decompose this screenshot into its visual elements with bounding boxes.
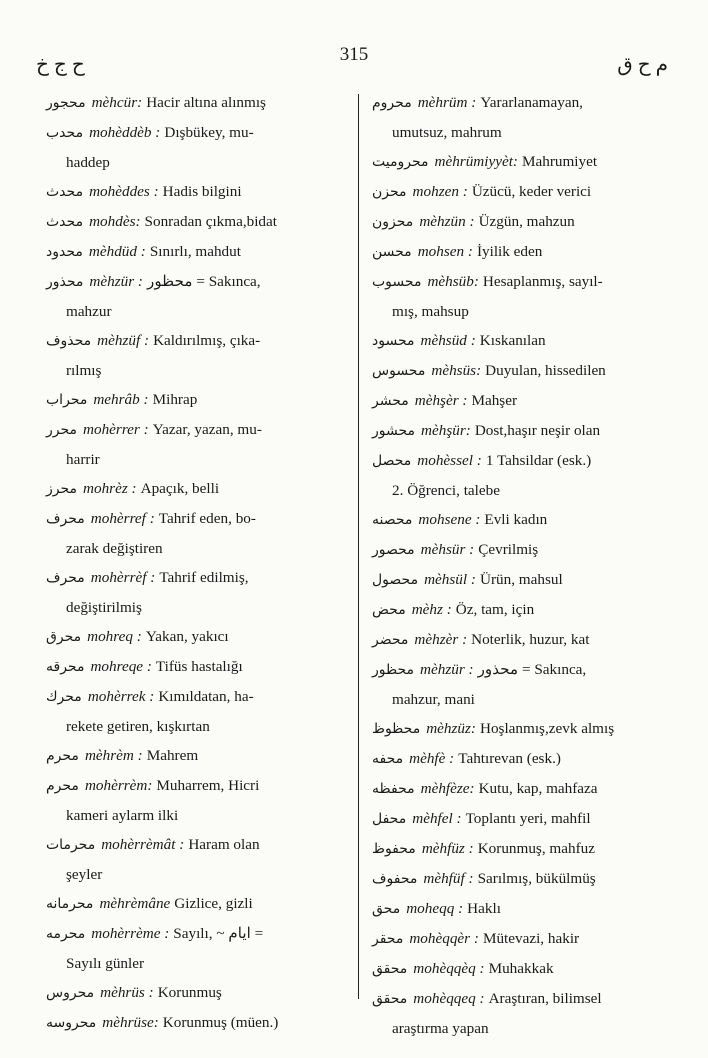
arabic-headword: محرر — [46, 422, 78, 438]
transliteration: mohèddèb : — [89, 124, 161, 141]
dictionary-entry — [46, 563, 348, 622]
definition: Muhakkak — [488, 960, 554, 977]
arabic-headword: محفوظ — [372, 841, 416, 857]
arabic-headword: محقق — [372, 961, 408, 977]
dictionary-entry — [46, 741, 348, 771]
transliteration: mèhrèmâne — [99, 895, 171, 912]
arabic-headword: محجور — [46, 95, 86, 111]
dictionary-entry — [372, 416, 672, 446]
arabic-headword: محصنه — [372, 512, 413, 528]
transliteration: mohrèz : — [83, 480, 137, 497]
definition: Mahrumiyet — [522, 153, 598, 170]
arabic-headword: محفوف — [372, 871, 418, 887]
transliteration: mèhşür: — [421, 422, 471, 439]
dictionary-entry — [372, 446, 672, 505]
dictionary-entry — [372, 984, 672, 1043]
transliteration: mehrâb : — [93, 391, 149, 408]
definition: Öz, tam, için — [455, 601, 535, 618]
transliteration: mohèqqèr : — [409, 930, 479, 947]
transliteration: mèhzüf : — [97, 332, 150, 349]
definition: Sonradan çıkma,bidat — [144, 213, 277, 230]
definition: Mahrem — [146, 747, 199, 764]
dictionary-entry — [372, 894, 672, 924]
transliteration: mèhşèr : — [414, 392, 468, 409]
definition-continuation: harrir — [66, 451, 100, 468]
transliteration: moheqq : — [406, 900, 464, 917]
arabic-headword: محرمات — [46, 837, 96, 853]
transliteration: mohèrrèmât : — [101, 836, 185, 853]
transliteration: mèhsüs: — [431, 362, 482, 379]
definition-continuation: mahzur, mani — [392, 691, 475, 708]
arabic-headword: محصور — [372, 542, 415, 558]
transliteration: mohreq : — [87, 628, 142, 645]
definition: Kıskanılan — [479, 332, 546, 349]
dictionary-entry — [46, 237, 348, 267]
transliteration: mèhfel : — [412, 810, 462, 827]
column-divider — [358, 94, 359, 999]
arabic-headword: محرمانه — [46, 896, 94, 912]
dictionary-entry — [46, 830, 348, 889]
right-column — [372, 88, 672, 1043]
transliteration: mohzen : — [412, 183, 468, 200]
definition: İyilik eden — [476, 243, 543, 260]
transliteration: mèhsül : — [424, 571, 476, 588]
dictionary-entry — [46, 622, 348, 652]
definition: Dışbükey, mu- — [164, 124, 254, 141]
transliteration: mèhz : — [411, 601, 452, 618]
dictionary-entry — [372, 356, 672, 386]
transliteration: mèhsüb: — [427, 273, 479, 290]
definition: Hoşlanmış,zevk almış — [479, 720, 615, 737]
dictionary-entry — [46, 385, 348, 415]
arabic-headword: محرف — [46, 570, 85, 586]
arabic-headword: محسن — [372, 244, 412, 260]
arabic-headword: محرمه — [46, 926, 86, 942]
arabic-headword: محرز — [46, 481, 78, 497]
dictionary-entry — [46, 415, 348, 474]
arabic-headword: محرم — [46, 778, 79, 794]
dictionary-entry — [372, 774, 672, 804]
definition: Çevrilmiş — [478, 541, 539, 558]
definition-continuation: mahzur — [66, 303, 112, 320]
dictionary-entry — [46, 771, 348, 830]
definition: Sınırlı, mahdut — [149, 243, 241, 260]
definition-continuation: zarak değiştiren — [66, 540, 163, 557]
definition-continuation: haddep — [66, 154, 110, 171]
dictionary-entry — [372, 565, 672, 595]
transliteration: mohèrrek : — [87, 688, 155, 705]
dictionary-entry — [372, 147, 672, 177]
definition: Üzgün, mahzun — [478, 213, 575, 230]
arabic-headword: محسوس — [372, 363, 426, 379]
definition: Yakan, yakıcı — [145, 628, 229, 645]
definition: Hadis bilgini — [162, 183, 242, 200]
definition: Gizlice, gizli — [174, 895, 253, 912]
definition: Haklı — [467, 900, 501, 917]
transliteration: mèhzèr : — [414, 631, 468, 648]
transliteration: mohreqe : — [90, 658, 152, 675]
transliteration: mèhzün : — [419, 213, 475, 230]
transliteration: mèhrüse: — [102, 1014, 159, 1031]
definition: Korunmuş, mahfuz — [477, 840, 595, 857]
definition: Araştıran, bilimsel — [488, 990, 602, 1007]
definition-continuation: kameri aylarm ilki — [66, 807, 179, 824]
arabic-headword: محظور — [372, 662, 415, 678]
definition: Sayılı, ~ ايام = — [173, 925, 264, 942]
dictionary-entry — [46, 88, 348, 118]
definition-continuation: rılmış — [66, 362, 102, 379]
dictionary-entry — [372, 595, 672, 625]
definition: Duyulan, hissedilen — [485, 362, 606, 379]
definition: Mihrap — [152, 391, 198, 408]
arabic-headword: محدث — [46, 214, 84, 230]
arabic-headword: محفه — [372, 751, 404, 767]
arabic-headword: محرم — [46, 748, 79, 764]
dictionary-entry — [372, 744, 672, 774]
definition: Haram olan — [188, 836, 260, 853]
definition: Mahşer — [471, 392, 518, 409]
transliteration: mèhrümiyyèt: — [434, 153, 518, 170]
header-left-letters: ح ج خ — [36, 54, 85, 76]
arabic-headword: محشر — [372, 393, 409, 409]
arabic-headword: محدب — [46, 125, 84, 141]
header-right-letters: م ح ق — [617, 54, 668, 76]
transliteration: mohèqqèq : — [413, 960, 485, 977]
arabic-headword: محروم — [372, 95, 412, 111]
arabic-headword: محسوب — [372, 274, 422, 290]
transliteration: mohèqqeq : — [413, 990, 485, 1007]
arabic-headword: محزن — [372, 184, 407, 200]
definition: Kaldırılmış, çıka- — [153, 332, 261, 349]
arabic-headword: محروسه — [46, 1015, 97, 1031]
dictionary-entry — [372, 386, 672, 416]
transliteration: mèhdüd : — [88, 243, 146, 260]
dictionary-entry — [46, 1008, 348, 1038]
definition: Mütevazi, hakir — [482, 930, 580, 947]
dictionary-entry — [372, 924, 672, 954]
definition: Kutu, kap, mahfaza — [478, 780, 598, 797]
arabic-headword: محرك — [46, 689, 82, 705]
dictionary-entry — [46, 177, 348, 207]
transliteration: mohèrrèf : — [90, 569, 156, 586]
arabic-headword: محرقه — [46, 659, 85, 675]
arabic-headword: محذوف — [46, 333, 92, 349]
transliteration: mèhfè : — [409, 750, 455, 767]
definition: Toplantı yeri, mahfil — [465, 810, 591, 827]
definition: Kımıldatan, ha- — [158, 688, 254, 705]
dictionary-entry — [372, 505, 672, 535]
transliteration: mèhrüs : — [100, 984, 154, 1001]
dictionary-entry — [46, 118, 348, 177]
transliteration: mohèrrème : — [91, 925, 170, 942]
definition: Yararlanamayan, — [480, 94, 583, 111]
dictionary-entry — [372, 237, 672, 267]
arabic-headword: محرق — [46, 629, 82, 645]
transliteration: mèhzüz: — [426, 720, 476, 737]
dictionary-entry — [46, 919, 348, 978]
definition: Apaçık, belli — [140, 480, 220, 497]
arabic-headword: محذور — [46, 274, 84, 290]
left-column — [46, 88, 348, 1038]
transliteration: mohèrrer : — [83, 421, 149, 438]
definition: Tahtırevan (esk.) — [458, 750, 561, 767]
definition: Tifüs hastalığı — [155, 658, 243, 675]
transliteration: mèhzür : — [420, 661, 474, 678]
definition: Evli kadın — [484, 511, 548, 528]
arabic-headword: محراب — [46, 392, 88, 408]
arabic-headword: محفظه — [372, 781, 415, 797]
arabic-headword: محفل — [372, 811, 407, 827]
arabic-headword: محروميت — [372, 154, 429, 170]
dictionary-entry — [372, 625, 672, 655]
transliteration: mohsen : — [417, 243, 473, 260]
dictionary-entry — [372, 535, 672, 565]
arabic-headword: محظوظ — [372, 721, 421, 737]
definition: Tahrif edilmiş, — [159, 569, 249, 586]
definition-continuation: Sayılı günler — [66, 955, 145, 972]
definition: Yazar, yazan, mu- — [152, 421, 262, 438]
definition: Ürün, mahsul — [479, 571, 563, 588]
definition: Korunmuş — [157, 984, 222, 1001]
transliteration: mèhrüm : — [417, 94, 477, 111]
definition: Dost,haşır neşir olan — [474, 422, 601, 439]
dictionary-entry — [46, 267, 348, 326]
definition-continuation: şeyler — [66, 866, 103, 883]
arabic-headword: محدث — [46, 184, 84, 200]
arabic-headword: محزون — [372, 214, 414, 230]
dictionary-entry — [46, 474, 348, 504]
transliteration: mohsene : — [418, 511, 481, 528]
arabic-headword: محسود — [372, 333, 415, 349]
dictionary-entry — [372, 804, 672, 834]
definition: Üzücü, keder verici — [471, 183, 592, 200]
page-header — [0, 44, 708, 74]
transliteration: mohdès: — [89, 213, 141, 230]
arabic-headword: محضر — [372, 632, 409, 648]
definition: 1 Tahsildar (esk.) — [485, 452, 592, 469]
arabic-headword: محدود — [46, 244, 83, 260]
transliteration: mèhfèze: — [420, 780, 475, 797]
definition: Hesaplanmış, sayıl- — [482, 273, 603, 290]
dictionary-entry — [46, 652, 348, 682]
dictionary-entry — [46, 207, 348, 237]
definition: Noterlik, huzur, kat — [471, 631, 590, 648]
transliteration: mèhfüf : — [423, 870, 474, 887]
transliteration: mohèrref : — [90, 510, 155, 527]
arabic-headword: محقر — [372, 931, 404, 947]
definition-continuation: 2. Öğrenci, talebe — [392, 482, 500, 499]
dictionary-entry — [372, 834, 672, 864]
definition-continuation: mış, mahsup — [392, 303, 469, 320]
transliteration: mohèddes : — [89, 183, 159, 200]
transliteration: mèhzür : — [89, 273, 143, 290]
arabic-headword: محصول — [372, 572, 419, 588]
dictionary-entry — [372, 864, 672, 894]
dictionary-entry — [372, 954, 672, 984]
definition: Korunmuş (müen.) — [162, 1014, 279, 1031]
definition: Sarılmış, bükülmüş — [477, 870, 596, 887]
transliteration: mèhsür : — [420, 541, 475, 558]
transliteration: mèhcür: — [91, 94, 143, 111]
dictionary-entry — [372, 267, 672, 326]
dictionary-entry — [46, 889, 348, 919]
dictionary-entry — [372, 714, 672, 744]
dictionary-entry — [46, 326, 348, 385]
arabic-headword: محشور — [372, 423, 416, 439]
transliteration: mèhsüd : — [420, 332, 476, 349]
dictionary-entry — [46, 682, 348, 741]
definition: Muharrem, Hicri — [156, 777, 260, 794]
dictionary-entry — [372, 326, 672, 356]
arabic-headword: محروس — [46, 985, 95, 1001]
arabic-headword: محقق — [372, 991, 408, 1007]
transliteration: mèhfüz : — [421, 840, 474, 857]
definition: Tahrif eden, bo- — [158, 510, 256, 527]
arabic-headword: محق — [372, 901, 401, 917]
definition: Hacir altına alınmış — [146, 94, 266, 111]
arabic-headword: محصل — [372, 453, 412, 469]
dictionary-entry — [372, 655, 672, 714]
dictionary-entry — [46, 504, 348, 563]
definition-continuation: umutsuz, mahrum — [392, 124, 502, 141]
transliteration: mohèrrèm: — [84, 777, 153, 794]
arabic-headword: محرف — [46, 511, 85, 527]
dictionary-entry — [372, 207, 672, 237]
dictionary-entry — [372, 88, 672, 147]
page-number: 315 — [339, 44, 369, 65]
transliteration: mèhrèm : — [84, 747, 143, 764]
dictionary-entry — [46, 978, 348, 1008]
transliteration: mohèssel : — [417, 452, 482, 469]
definition-continuation: değiştirilmiş — [66, 599, 142, 616]
definition: محذور = Sakınca, — [477, 661, 587, 678]
definition: محظور = Sakınca, — [146, 273, 261, 290]
dictionary-entry — [372, 177, 672, 207]
definition-continuation: araştırma yapan — [392, 1020, 489, 1037]
arabic-headword: محض — [372, 602, 406, 618]
definition-continuation: rekete getiren, kışkırtan — [66, 718, 210, 735]
